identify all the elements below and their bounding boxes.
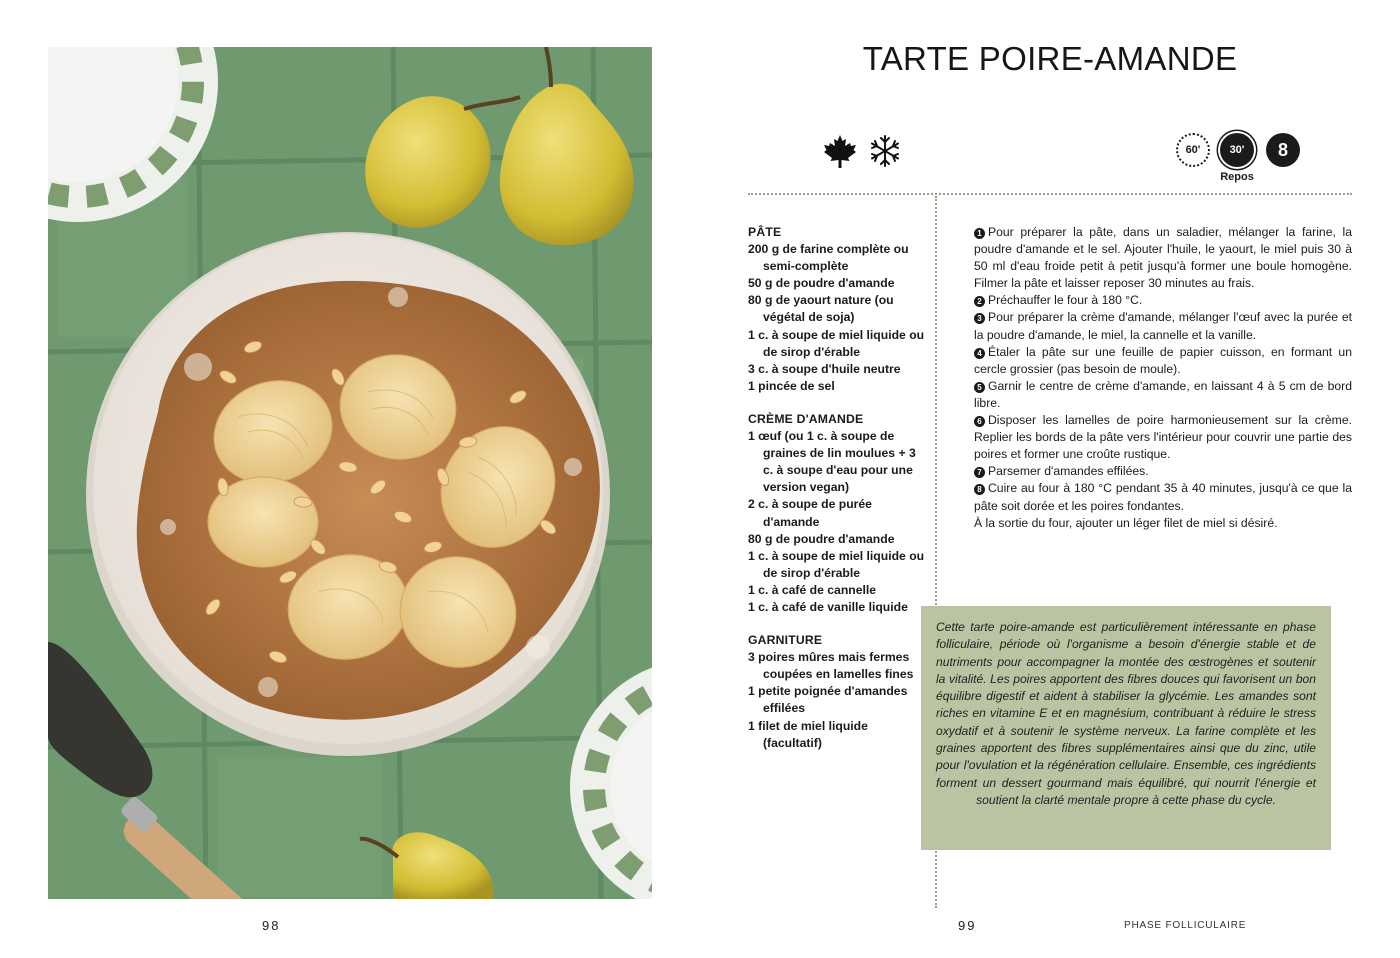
recipe-title: TARTE POIRE-AMANDE: [862, 40, 1238, 77]
ingredient-item: 1 œuf (ou 1 c. à soupe de graines de lin moulues + 3 c. à soupe d'eau pour une version vegan): [748, 429, 916, 495]
step-number-badge: 7: [974, 467, 985, 478]
ingredients-column: [748, 224, 928, 768]
page-number-right: 99: [958, 918, 977, 933]
step-number-badge: 4: [974, 348, 985, 359]
step-text: Parsemer d'amandes effilées.: [988, 464, 1149, 479]
rest-label: Repos: [1220, 171, 1254, 183]
dotted-divider-horizontal: [748, 193, 1352, 195]
snowflake-icon: [868, 133, 902, 169]
ingredient-item: 80 g de yaourt nature (ou végétal de soja): [748, 293, 894, 325]
nutrition-note-box: Cette tarte poire-amande est particulièrement intéressante en phase folliculaire, période où l'organisme a besoin d'énergie stable et de nutriments pour accompagner la montée des œstrogènes et soutenir la vitalité. Les poires apportent des fibres douces qui favorisent un bon équilibre digestif et aident à stabiliser la glycémie. Les amandes sont riches en vitamine E et en magnésium, contribuant à réduire le stress oxydatif et à soutenir le système nerveux. La farine complète et les graines apportent des fibres supplémentaires ainsi que du zinc, utile pour l'ovulation et la régénération cellulaire. Ensemble, ces ingrédients forment un dessert gourmand mais équilibré, qui nourrit l'énergie et soutient la clarté mentale propre à cette phase du cycle.: [921, 606, 1331, 850]
ingredient-group-creme: [748, 411, 928, 616]
step-number-badge: 1: [974, 228, 985, 239]
page-number-left: 98: [262, 918, 281, 933]
ingredient-item: 1 c. à soupe de miel liquide ou de sirop d'érable: [748, 327, 925, 359]
prep-time-badge: 60': [1176, 133, 1210, 167]
steps-column: [974, 224, 1352, 532]
ingredient-group-heading: GARNITURE: [748, 633, 823, 648]
ingredient-item: 200 g de farine complète ou semi-complète: [748, 242, 909, 274]
ingredient-group-heading: PÂTE: [748, 225, 782, 239]
rest-time-badge: 30': [1220, 133, 1254, 167]
step-8: [974, 480, 1352, 514]
ingredient-item: 3 poires mûres mais fermes coupées en lamelles fines: [748, 650, 914, 682]
ingredient-group-heading: CRÈME D'AMANDE: [748, 411, 864, 426]
step-6: [974, 412, 1352, 463]
step-text: Étaler la pâte sur une feuille de papier cuisson, en formant un cercle grossier (pas besoin de moule).: [974, 344, 1352, 376]
ingredient-item: 1 c. à café de vanille liquide: [748, 599, 908, 614]
ingredient-item: 1 petite poignée d'amandes effilées: [748, 684, 908, 716]
step-text: Pour préparer la crème d'amande, mélanger l'œuf avec la purée et la poudre d'amande, le miel, la cannelle et la vanille.: [974, 310, 1352, 342]
step-number-badge: 8: [974, 484, 985, 495]
servings-badge: 8: [1266, 133, 1300, 167]
ingredient-item: 1 pincée de sel: [748, 378, 835, 393]
season-icons: [822, 133, 902, 169]
step-7: [974, 463, 1352, 480]
ingredient-group-pate: [748, 224, 928, 395]
ingredient-item: 50 g de poudre d'amande: [748, 276, 895, 291]
step-text: Disposer les lamelles de poire harmonieusement sur la crème. Replier les bords de la pâte vers l'intérieur pour couvrir une partie des poires et former une croûte rustique.: [974, 413, 1352, 462]
step-text: Cuire au four à 180 °C pendant 35 à 40 minutes, jusqu'à ce que la pâte soit dorée et les poires fondantes.: [974, 481, 1352, 513]
final-note: À la sortie du four, ajouter un léger filet de miel si désiré.: [974, 515, 1278, 530]
ingredient-item: 1 filet de miel liquide (facultatif): [748, 718, 868, 750]
step-5: [974, 378, 1352, 412]
maple-leaf-icon: [822, 133, 858, 169]
step-text: Pour préparer la pâte, dans un saladier, mélanger la farine, la poudre d'amande et le sel. Ajouter l'huile, le yaourt, le miel puis 30 à 50 ml d'eau froide petit à petit jusqu'à former une boule homogène. Filmer la pâte et laisser reposer 30 minutes au frais.: [974, 225, 1352, 291]
step-number-badge: 2: [974, 296, 985, 307]
ingredient-item: 1 c. à soupe de miel liquide ou de sirop d'érable: [748, 548, 925, 580]
ingredient-item: 1 c. à café de cannelle: [748, 582, 877, 597]
recipe-timers: [1176, 133, 1306, 189]
tart: [137, 281, 600, 720]
step-1: [974, 224, 1352, 292]
ingredient-item: 3 c. à soupe d'huile neutre: [748, 361, 901, 376]
step-text: Préchauffer le four à 180 °C.: [988, 293, 1143, 308]
step-text: Garnir le centre de crème d'amande, en laissant 4 à 5 cm de bord libre.: [974, 378, 1352, 410]
ingredient-item: 2 c. à soupe de purée d'amande: [748, 497, 872, 529]
step-number-badge: 5: [974, 382, 985, 393]
step-2: [974, 292, 1352, 309]
step-number-badge: 6: [974, 416, 985, 427]
ingredient-item: 80 g de poudre d'amande: [748, 531, 895, 546]
running-head: PHASE FOLLICULAIRE: [1124, 920, 1247, 931]
step-number-badge: 3: [974, 313, 985, 324]
ingredient-group-garniture: [748, 632, 928, 752]
step-4: [974, 344, 1352, 378]
recipe-photo: [48, 47, 652, 899]
step-3: [974, 309, 1352, 343]
